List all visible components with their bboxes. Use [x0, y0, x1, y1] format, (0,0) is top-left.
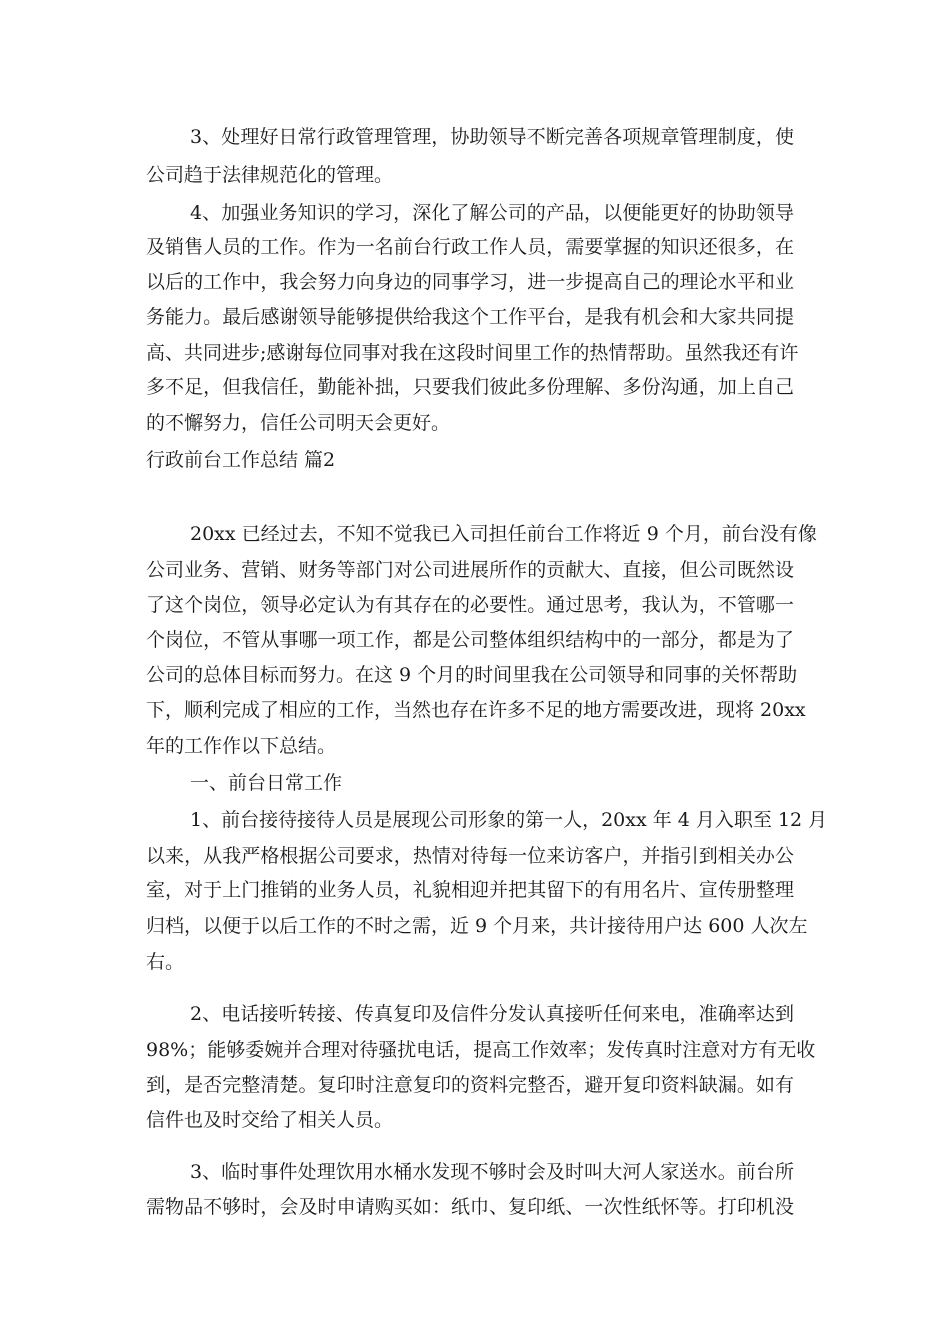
paragraph-line: 3、临时事件处理饮用水桶水发现不够时会及时叫大河人家送水。前台所 — [190, 1161, 794, 1183]
paragraph-line: 98%；能够委婉并合理对待骚扰电话，提高工作效率；发传真时注意对方有无收 — [146, 1039, 816, 1061]
paragraph-line: 3、处理好日常行政管理管理，协助领导不断完善各项规章管理制度，使 — [190, 126, 794, 148]
paragraph-line: 信件也及时交给了相关人员。 — [146, 1109, 394, 1131]
paragraph-line: 了这个岗位，领导必定认为有其存在的必要性。通过思考，我认为，不管哪一 — [146, 594, 794, 616]
subsection-heading: 一、前台日常工作 — [190, 772, 343, 794]
paragraph-line: 公司的总体目标而努力。在这 9 个月的时间里我在公司领导和同事的关怀帮助 — [146, 664, 798, 686]
paragraph-line: 以来，从我严格根据公司要求，热情对待每一位来访客户，并指引到相关办公 — [146, 845, 794, 867]
paragraph-line: 4、加强业务知识的学习，深化了解公司的产品，以便能更好的协助领导 — [190, 202, 794, 224]
paragraph-line: 以后的工作中，我会努力向身边的同事学习，进一步提高自己的理论水平和业 — [146, 271, 794, 293]
paragraph-line: 务能力。最后感谢领导能够提供给我这个工作平台，是我有机会和大家共同提 — [146, 306, 794, 328]
paragraph-line: 年的工作作以下总结。 — [146, 735, 337, 757]
paragraph-line: 到，是否完整清楚。复印时注意复印的资料完整否，避开复印资料缺漏。如有 — [146, 1074, 794, 1096]
paragraph-line: 的不懈努力，信任公司明天会更好。 — [146, 412, 451, 434]
paragraph-line: 20xx 已经过去，不知不觉我已入司担任前台工作将近 9 个月，前台没有像 — [190, 523, 817, 545]
paragraph-line: 归档，以便于以后工作的不时之需，近 9 个月来，共计接待用户达 600 人次左 — [146, 915, 808, 937]
paragraph-line: 1、前台接待接待人员是展现公司形象的第一人，20xx 年 4 月入职至 12 月 — [190, 809, 828, 831]
paragraph-line: 多不足，但我信任，勤能补拙，只要我们彼此多份理解、多份沟通，加上自己 — [146, 376, 794, 398]
paragraph-line: 室，对于上门推销的业务人员，礼貌相迎并把其留下的有用名片、宣传册整理 — [146, 879, 794, 901]
paragraph-line: 右。 — [146, 951, 185, 973]
paragraph-line: 需物品不够时，会及时申请购买如：纸巾、复印纸、一次性纸怀等。打印机没 — [146, 1196, 794, 1218]
section-heading: 行政前台工作总结 篇2 — [146, 449, 336, 471]
paragraph-line: 下，顺利完成了相应的工作，当然也存在许多不足的地方需要改进，现将 20xx — [146, 699, 806, 721]
paragraph-line: 2、电话接听转接、传真复印及信件分发认真接听任何来电，准确率达到 — [190, 1003, 794, 1025]
paragraph-line: 高、共同进步;感谢每位同事对我在这段时间里工作的热情帮助。虽然我还有许 — [146, 342, 799, 364]
paragraph-line: 公司趋于法律规范化的管理。 — [146, 164, 394, 186]
paragraph-line: 公司业务、营销、财务等部门对公司进展所作的贡献大、直接，但公司既然设 — [146, 559, 794, 581]
paragraph-line: 及销售人员的工作。作为一名前台行政工作人员，需要掌握的知识还很多，在 — [146, 236, 794, 258]
paragraph-line: 个岗位，不管从事哪一项工作，都是公司整体组织结构中的一部分，都是为了 — [146, 629, 794, 651]
